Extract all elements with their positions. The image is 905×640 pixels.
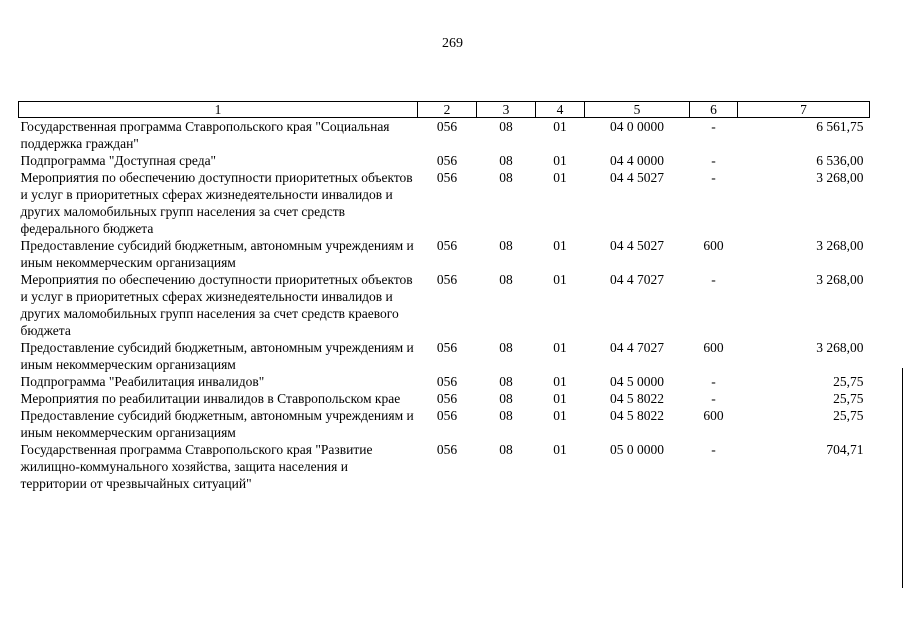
column-header: 7 <box>738 102 870 118</box>
row-amount: 6 561,75 <box>816 119 864 134</box>
row-code-4: 01 <box>553 442 567 457</box>
row-code-2: 056 <box>436 442 458 457</box>
row-code-4: 01 <box>553 170 567 185</box>
row-amount: 25,75 <box>833 408 864 423</box>
row-amount: 3 268,00 <box>816 272 864 287</box>
row-code-5: 04 0 0000 <box>610 119 664 134</box>
row-code-6: 600 <box>703 340 724 355</box>
row-code-2: 056 <box>436 391 458 406</box>
row-code-2: 056 <box>436 340 458 355</box>
table-row <box>19 407 870 441</box>
row-amount: 3 268,00 <box>816 170 864 185</box>
row-code-5: 04 4 0000 <box>610 153 664 168</box>
row-code-3: 08 <box>499 442 513 457</box>
row-name: Мероприятия по обеспечению доступности приоритетных объектов и услуг в приоритетных сферах жизнедеятельности инвалидов и других маломобильных групп населения за счет средств федерального бюджета <box>20 170 413 236</box>
row-code-6: - <box>711 153 716 168</box>
row-code-6: - <box>711 170 716 185</box>
row-code-3: 08 <box>499 374 513 389</box>
row-code-6: 600 <box>703 408 724 423</box>
row-code-5: 04 5 8022 <box>610 391 664 406</box>
row-name: Подпрограмма "Реабилитация инвалидов" <box>20 374 265 389</box>
row-code-6: 600 <box>703 238 724 253</box>
table-row <box>19 339 870 373</box>
table-row <box>19 271 870 339</box>
row-code-6: - <box>711 119 716 134</box>
row-code-5: 04 4 5027 <box>610 238 664 253</box>
row-code-3: 08 <box>499 170 513 185</box>
row-amount: 704,71 <box>826 442 864 457</box>
row-code-2: 056 <box>436 119 458 134</box>
row-code-3: 08 <box>499 408 513 423</box>
column-header: 4 <box>536 102 585 118</box>
row-amount: 25,75 <box>833 374 864 389</box>
column-header: 3 <box>477 102 536 118</box>
table-row <box>19 169 870 237</box>
row-amount: 3 268,00 <box>816 238 864 253</box>
row-amount: 25,75 <box>833 391 864 406</box>
row-code-4: 01 <box>553 153 567 168</box>
row-code-4: 01 <box>553 340 567 355</box>
row-code-3: 08 <box>499 119 513 134</box>
row-code-6: - <box>711 374 716 389</box>
row-name: Подпрограмма "Доступная среда" <box>20 153 217 168</box>
row-code-6: - <box>711 391 716 406</box>
row-name: Мероприятия по обеспечению доступности приоритетных объектов и услуг в приоритетных сферах жизнедеятельности инвалидов и других маломобильных групп населения за счет средств краевого бюджета <box>20 272 413 338</box>
row-code-2: 056 <box>436 170 458 185</box>
row-code-4: 01 <box>553 238 567 253</box>
row-name: Предоставление субсидий бюджетным, автономным учреждениям и иным некоммерческим организациям <box>20 340 414 372</box>
table-row <box>19 118 870 153</box>
row-code-5: 04 5 0000 <box>610 374 664 389</box>
column-header: 5 <box>585 102 690 118</box>
scan-margin-line <box>902 368 903 588</box>
row-code-3: 08 <box>499 391 513 406</box>
row-code-6: - <box>711 272 716 287</box>
table-row <box>19 441 870 492</box>
row-code-6: - <box>711 442 716 457</box>
row-name: Государственная программа Ставропольского края "Социальная поддержка граждан" <box>20 119 390 151</box>
row-amount: 6 536,00 <box>816 153 864 168</box>
row-name: Государственная программа Ставропольского края "Развитие жилищно-коммунального хозяйства, защита населения и территории от чрезвычайных ситуаций" <box>20 442 373 491</box>
column-header: 2 <box>418 102 477 118</box>
table-row <box>19 237 870 271</box>
row-code-5: 04 4 7027 <box>610 272 664 287</box>
row-code-2: 056 <box>436 374 458 389</box>
row-code-3: 08 <box>499 238 513 253</box>
row-code-4: 01 <box>553 391 567 406</box>
row-code-5: 04 4 5027 <box>610 170 664 185</box>
table-header-row <box>19 102 870 118</box>
row-code-2: 056 <box>436 153 458 168</box>
row-code-3: 08 <box>499 340 513 355</box>
row-code-3: 08 <box>499 153 513 168</box>
row-code-5: 04 4 7027 <box>610 340 664 355</box>
table-row <box>19 152 870 169</box>
row-name: Предоставление субсидий бюджетным, автономным учреждениям и иным некоммерческим организациям <box>20 238 414 270</box>
column-header: 6 <box>690 102 738 118</box>
table-row <box>19 373 870 390</box>
row-code-2: 056 <box>436 408 458 423</box>
page-number: 269 <box>442 36 463 51</box>
row-code-4: 01 <box>553 272 567 287</box>
row-code-4: 01 <box>553 119 567 134</box>
row-code-5: 05 0 0000 <box>610 442 664 457</box>
row-name: Предоставление субсидий бюджетным, автономным учреждениям и иным некоммерческим организациям <box>20 408 414 440</box>
row-name: Мероприятия по реабилитации инвалидов в Ставропольском крае <box>20 391 401 406</box>
table-row <box>19 390 870 407</box>
row-code-5: 04 5 8022 <box>610 408 664 423</box>
row-code-2: 056 <box>436 238 458 253</box>
row-code-2: 056 <box>436 272 458 287</box>
row-amount: 3 268,00 <box>816 340 864 355</box>
row-code-3: 08 <box>499 272 513 287</box>
budget-table <box>18 101 870 492</box>
row-code-4: 01 <box>553 408 567 423</box>
row-code-4: 01 <box>553 374 567 389</box>
column-header: 1 <box>19 102 418 118</box>
